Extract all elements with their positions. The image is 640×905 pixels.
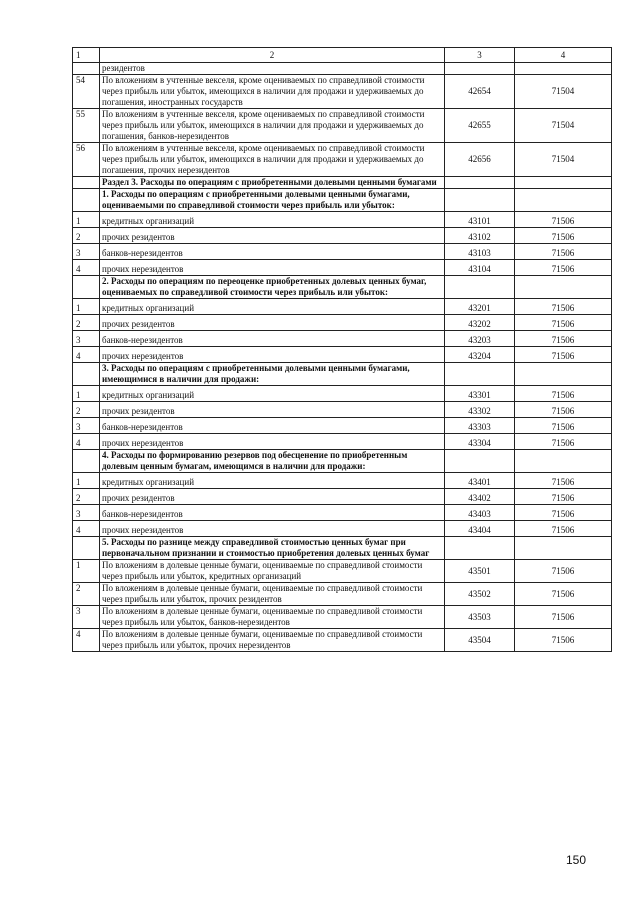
table-row (73, 489, 612, 505)
row-symbol-code: 71506 (515, 489, 612, 505)
row-number (73, 177, 100, 189)
row-description: кредитных организаций (100, 386, 445, 402)
header-col-1: 1 (73, 48, 100, 63)
table-row (73, 260, 612, 276)
row-symbol-code (515, 276, 612, 299)
row-symbol-code: 71506 (515, 418, 612, 434)
row-account-code (445, 189, 515, 212)
row-description: кредитных организаций (100, 473, 445, 489)
row-symbol-code: 71506 (515, 228, 612, 244)
row-description: банков-нерезидентов (100, 418, 445, 434)
row-symbol-code: 71506 (515, 402, 612, 418)
row-description: По вложениям в учтенные векселя, кроме оцениваемых по справедливой стоимости через прибыль или убыток, имеющихся в наличии для продажи и удерживаемых до погашения, банков-нерезидентов (100, 109, 445, 143)
row-description: По вложениям в учтенные векселя, кроме оцениваемых по справедливой стоимости через прибыль или убыток, имеющихся в наличии для продажи и удерживаемых до погашения, иностранных государств (100, 75, 445, 109)
row-account-code (445, 63, 515, 75)
row-number (73, 276, 100, 299)
row-description: 3. Расходы по операциям с приобретенными долевыми ценными бумагами, имеющимися в наличии для продажи: (100, 363, 445, 386)
row-description: прочих нерезидентов (100, 434, 445, 450)
row-description: кредитных организаций (100, 299, 445, 315)
row-number: 4 (73, 434, 100, 450)
table-row (73, 331, 612, 347)
table-row (73, 212, 612, 228)
row-account-code: 43503 (445, 606, 515, 629)
row-account-code: 43402 (445, 489, 515, 505)
table-row (73, 386, 612, 402)
table-row (73, 505, 612, 521)
row-number: 1 (73, 473, 100, 489)
row-description: банков-нерезидентов (100, 331, 445, 347)
header-col-4: 4 (515, 48, 612, 63)
row-symbol-code: 71506 (515, 386, 612, 402)
row-number: 3 (73, 505, 100, 521)
row-description: прочих резидентов (100, 402, 445, 418)
table-row (73, 228, 612, 244)
row-number: 56 (73, 143, 100, 177)
table-row (73, 521, 612, 537)
section-heading-row (73, 537, 612, 560)
row-number: 2 (73, 583, 100, 606)
row-symbol-code: 71506 (515, 212, 612, 228)
row-number: 3 (73, 331, 100, 347)
row-account-code: 42655 (445, 109, 515, 143)
table-row (73, 75, 612, 109)
row-account-code: 43404 (445, 521, 515, 537)
row-description: прочих резидентов (100, 228, 445, 244)
table-row (73, 473, 612, 489)
table-row (73, 583, 612, 606)
row-number (73, 537, 100, 560)
row-description: 1. Расходы по операциям с приобретенными долевыми ценными бумагами, оцениваемыми по справедливой стоимости через прибыль или убыток: (100, 189, 445, 212)
row-number: 4 (73, 347, 100, 363)
row-number (73, 363, 100, 386)
row-description: прочих нерезидентов (100, 347, 445, 363)
row-account-code: 43102 (445, 228, 515, 244)
table-row (73, 315, 612, 331)
row-number: 1 (73, 212, 100, 228)
row-number: 55 (73, 109, 100, 143)
section-heading-row (73, 177, 612, 189)
section-heading-row (73, 276, 612, 299)
table-row (73, 109, 612, 143)
table-row (73, 418, 612, 434)
row-description: прочих резидентов (100, 489, 445, 505)
row-description: кредитных организаций (100, 212, 445, 228)
row-account-code (445, 276, 515, 299)
row-account-code: 43303 (445, 418, 515, 434)
row-description: прочих резидентов (100, 315, 445, 331)
table-row (73, 299, 612, 315)
table-row (73, 244, 612, 260)
row-number: 4 (73, 260, 100, 276)
row-symbol-code: 71506 (515, 521, 612, 537)
table-row (73, 606, 612, 629)
row-account-code: 43502 (445, 583, 515, 606)
row-account-code: 43504 (445, 629, 515, 652)
row-symbol-code: 71506 (515, 331, 612, 347)
row-description: По вложениям в долевые ценные бумаги, оцениваемые по справедливой стоимости через прибыль или убыток, прочих нерезидентов (100, 629, 445, 652)
row-description: По вложениям в долевые ценные бумаги, оцениваемые по справедливой стоимости через прибыль или убыток, банков-нерезидентов (100, 606, 445, 629)
row-account-code: 43302 (445, 402, 515, 418)
row-symbol-code: 71506 (515, 505, 612, 521)
row-account-code: 43203 (445, 331, 515, 347)
header-col-3: 3 (445, 48, 515, 63)
row-number: 2 (73, 402, 100, 418)
row-symbol-code (515, 189, 612, 212)
row-symbol-code: 71506 (515, 315, 612, 331)
row-account-code: 42656 (445, 143, 515, 177)
row-account-code: 43104 (445, 260, 515, 276)
row-symbol-code: 71506 (515, 244, 612, 260)
row-symbol-code: 71506 (515, 260, 612, 276)
row-number: 2 (73, 315, 100, 331)
row-symbol-code (515, 450, 612, 473)
table-row (73, 63, 612, 75)
row-description: 5. Расходы по разнице между справедливой стоимостью ценных бумаг при первоначальном признании и стоимостью приобретения долевых ценных бумаг (100, 537, 445, 560)
row-account-code: 42654 (445, 75, 515, 109)
row-account-code (445, 363, 515, 386)
row-account-code: 43103 (445, 244, 515, 260)
table-row (73, 629, 612, 652)
row-description: банков-нерезидентов (100, 505, 445, 521)
row-number: 4 (73, 521, 100, 537)
row-symbol-code: 71504 (515, 75, 612, 109)
row-number (73, 189, 100, 212)
row-description: прочих нерезидентов (100, 521, 445, 537)
row-description: резидентов (100, 63, 445, 75)
row-number (73, 450, 100, 473)
row-symbol-code: 71506 (515, 473, 612, 489)
row-account-code: 43304 (445, 434, 515, 450)
table-row (73, 143, 612, 177)
table-header-row (73, 48, 612, 63)
row-symbol-code: 71506 (515, 347, 612, 363)
row-description: По вложениям в учтенные векселя, кроме оцениваемых по справедливой стоимости через прибыль или убыток, имеющихся в наличии для продажи и удерживаемых до погашения, прочих нерезидентов (100, 143, 445, 177)
table-row (73, 347, 612, 363)
row-number: 3 (73, 418, 100, 434)
row-description: Раздел 3. Расходы по операциям с приобретенными долевыми ценными бумагами (100, 177, 445, 189)
row-description: 2. Расходы по операциям по переоценке приобретенных долевых ценных бумаг, оцениваемых по справедливой стоимости через прибыль или убыток: (100, 276, 445, 299)
row-description: По вложениям в долевые ценные бумаги, оцениваемые по справедливой стоимости через прибыль или убыток, кредитных организаций (100, 560, 445, 583)
section-heading-row (73, 450, 612, 473)
row-account-code (445, 537, 515, 560)
row-description: 4. Расходы по формированию резервов под обесценение по приобретенным долевым ценным бумагам, имеющимся в наличии для продажи: (100, 450, 445, 473)
row-symbol-code (515, 63, 612, 75)
row-number: 1 (73, 560, 100, 583)
row-account-code: 43204 (445, 347, 515, 363)
row-number: 3 (73, 606, 100, 629)
accounts-table (72, 47, 612, 652)
row-account-code: 43403 (445, 505, 515, 521)
row-symbol-code (515, 177, 612, 189)
row-description: банков-нерезидентов (100, 244, 445, 260)
row-account-code: 43501 (445, 560, 515, 583)
page-number: 150 (566, 853, 587, 867)
row-number: 3 (73, 244, 100, 260)
table-row (73, 402, 612, 418)
row-symbol-code (515, 363, 612, 386)
row-account-code: 43101 (445, 212, 515, 228)
row-number: 1 (73, 386, 100, 402)
row-symbol-code: 71506 (515, 583, 612, 606)
row-account-code: 43202 (445, 315, 515, 331)
row-account-code: 43201 (445, 299, 515, 315)
row-number (73, 63, 100, 75)
row-number: 2 (73, 228, 100, 244)
table-row (73, 434, 612, 450)
section-heading-row (73, 363, 612, 386)
row-symbol-code: 71504 (515, 109, 612, 143)
row-symbol-code (515, 537, 612, 560)
row-account-code (445, 177, 515, 189)
row-symbol-code: 71506 (515, 560, 612, 583)
header-col-2: 2 (100, 48, 445, 63)
table-row (73, 560, 612, 583)
row-number: 54 (73, 75, 100, 109)
row-number: 1 (73, 299, 100, 315)
row-description: По вложениям в долевые ценные бумаги, оцениваемые по справедливой стоимости через прибыль или убыток, прочих резидентов (100, 583, 445, 606)
row-symbol-code: 71506 (515, 629, 612, 652)
row-account-code (445, 450, 515, 473)
row-account-code: 43301 (445, 386, 515, 402)
section-heading-row (73, 189, 612, 212)
row-symbol-code: 71506 (515, 434, 612, 450)
row-symbol-code: 71506 (515, 299, 612, 315)
row-description: прочих нерезидентов (100, 260, 445, 276)
row-number: 4 (73, 629, 100, 652)
row-symbol-code: 71506 (515, 606, 612, 629)
row-number: 2 (73, 489, 100, 505)
row-symbol-code: 71504 (515, 143, 612, 177)
row-account-code: 43401 (445, 473, 515, 489)
